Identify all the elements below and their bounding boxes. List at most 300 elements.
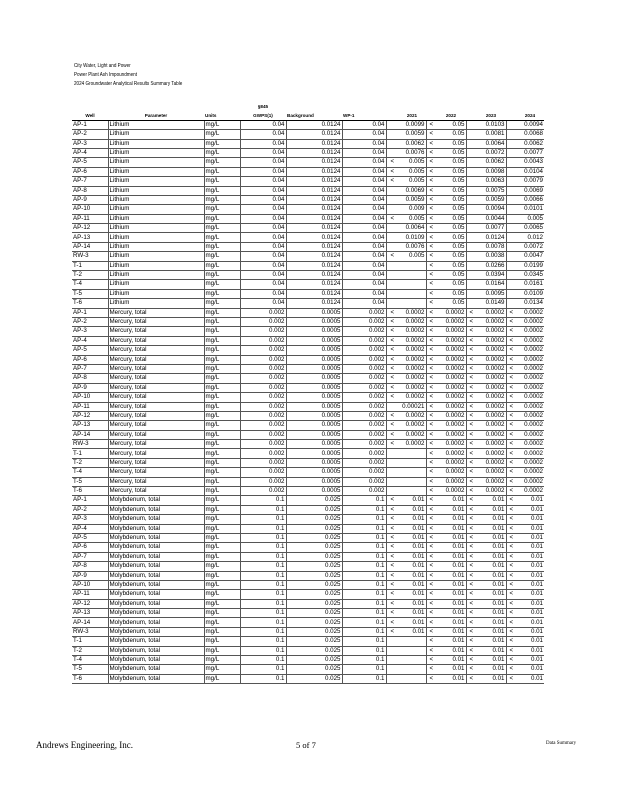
value-2022: 0.01 (436, 618, 466, 627)
value-2022: 0.01 (436, 637, 466, 646)
value-2022: 0.01 (436, 543, 466, 552)
well-cell: AP-14 (72, 618, 108, 627)
table-row (72, 261, 544, 270)
value-2024: 0.0047 (516, 252, 544, 261)
qualifier-2023: < (466, 346, 476, 355)
table-row (72, 515, 544, 524)
header-row-top (72, 103, 544, 111)
parameter-cell: Molybdenum, total (108, 543, 204, 552)
background-cell: 0.0005 (286, 327, 342, 336)
value-2024: 0.01 (516, 562, 544, 571)
value-2023: 0.0077 (476, 224, 506, 233)
qualifier-2024: < (506, 524, 516, 533)
units-cell: mg/L (204, 299, 240, 308)
value-2023: 0.0266 (476, 261, 506, 270)
parameter-cell: Mercury, total (108, 317, 204, 326)
qualifier-2023 (466, 214, 476, 223)
gwps-header: GWPS(1) (240, 111, 286, 120)
value-2023: 0.01 (476, 580, 506, 589)
qualifier-2024: < (506, 665, 516, 674)
wp1-cell: 0.1 (342, 524, 386, 533)
value-2023: 0.0094 (476, 205, 506, 214)
wp1-cell: 0.002 (342, 458, 386, 467)
units-cell: mg/L (204, 421, 240, 430)
qualifier-2021: < (386, 421, 398, 430)
wp1-cell: 0.1 (342, 496, 386, 505)
qualifier-2021: < (386, 590, 398, 599)
gwps-cell: 0.002 (240, 355, 286, 364)
qualifier-2022: < (426, 233, 436, 242)
table-row (72, 224, 544, 233)
qualifier-2022: < (426, 458, 436, 467)
wp1-cell: 0.1 (342, 646, 386, 655)
parameter-cell: Molybdenum, total (108, 656, 204, 665)
qualifier-2022: < (426, 139, 436, 148)
parameter-cell: Mercury, total (108, 327, 204, 336)
value-2023: 0.0098 (476, 167, 506, 176)
value-2024: 0.01 (516, 656, 544, 665)
table-row (72, 656, 544, 665)
wp1-cell: 0.04 (342, 148, 386, 157)
qualifier-2024: < (506, 562, 516, 571)
wp1-cell: 0.04 (342, 299, 386, 308)
value-2024: 0.01 (516, 580, 544, 589)
qualifier-2023: < (466, 430, 476, 439)
wp1-cell: 0.04 (342, 214, 386, 223)
value-2022: 0.0002 (436, 458, 466, 467)
background-cell: 0.025 (286, 552, 342, 561)
well-cell: T-1 (72, 637, 108, 646)
header-row (72, 111, 544, 120)
wp1-cell: 0.002 (342, 477, 386, 486)
value-2021: 0.01 (398, 599, 426, 608)
well-cell: T-4 (72, 656, 108, 665)
value-2021: 0.0109 (398, 233, 426, 242)
table-row (72, 665, 544, 674)
qualifier-2022: < (426, 242, 436, 251)
value-2023: 0.01 (476, 646, 506, 655)
units-cell: mg/L (204, 458, 240, 467)
background-cell: 0.0124 (286, 158, 342, 167)
table-row (72, 411, 544, 420)
wp1-cell: 0.1 (342, 618, 386, 627)
value-2022: 0.05 (436, 177, 466, 186)
value-2021: 0.005 (398, 252, 426, 261)
wp1-cell: 0.002 (342, 327, 386, 336)
parameter-cell: Molybdenum, total (108, 552, 204, 561)
value-2023: 0.0002 (476, 487, 506, 496)
units-cell: mg/L (204, 580, 240, 589)
qualifier-2023: < (466, 533, 476, 542)
qualifier-2021: < (386, 346, 398, 355)
units-cell: mg/L (204, 496, 240, 505)
qualifier-2023 (466, 167, 476, 176)
value-2023: 0.01 (476, 533, 506, 542)
value-2024: 0.0002 (516, 468, 544, 477)
units-cell: mg/L (204, 402, 240, 411)
well-cell: T-5 (72, 665, 108, 674)
gwps-cell: 0.04 (240, 205, 286, 214)
qualifier-2022: < (426, 562, 436, 571)
qualifier-2024 (506, 299, 516, 308)
value-2023: 0.0103 (476, 120, 506, 129)
parameter-cell: Mercury, total (108, 458, 204, 467)
value-2024: 0.0134 (516, 299, 544, 308)
gwps-cell: 0.04 (240, 214, 286, 223)
qualifier-2024: < (506, 421, 516, 430)
value-2022: 0.0002 (436, 402, 466, 411)
qualifier-2024 (506, 177, 516, 186)
well-cell: T-6 (72, 487, 108, 496)
qualifier-2024: < (506, 609, 516, 618)
value-2022: 0.05 (436, 271, 466, 280)
well-cell: AP-10 (72, 580, 108, 589)
value-2023: 0.0002 (476, 346, 506, 355)
units-cell: mg/L (204, 214, 240, 223)
background-cell: 0.0005 (286, 355, 342, 364)
units-cell: mg/L (204, 533, 240, 542)
table-row (72, 271, 544, 280)
wp1-cell: 0.1 (342, 533, 386, 542)
table-row (72, 355, 544, 364)
parameter-cell: Molybdenum, total (108, 496, 204, 505)
table-row (72, 430, 544, 439)
gwps-cell: 0.1 (240, 637, 286, 646)
units-cell: mg/L (204, 167, 240, 176)
value-2022: 0.01 (436, 590, 466, 599)
value-2024: 0.0104 (516, 167, 544, 176)
qualifier-2023 (466, 186, 476, 195)
value-2023: 0.0044 (476, 214, 506, 223)
qualifier-2023: < (466, 543, 476, 552)
gwps-cell: 0.04 (240, 120, 286, 129)
parameter-cell: Lithium (108, 299, 204, 308)
year-2023-header: 2023 (476, 111, 506, 120)
value-2024: 0.01 (516, 618, 544, 627)
value-2022: 0.0002 (436, 383, 466, 392)
qualifier-2023 (466, 139, 476, 148)
gwps-cell: 0.04 (240, 242, 286, 251)
gwps-cell: 0.002 (240, 374, 286, 383)
qualifier-2023: < (466, 552, 476, 561)
qualifier-2021: < (386, 552, 398, 561)
value-2021: 0.0002 (398, 411, 426, 420)
value-2023: 0.01 (476, 590, 506, 599)
value-2022: 0.0002 (436, 430, 466, 439)
qualifier-2023 (466, 177, 476, 186)
table-row (72, 674, 544, 683)
table-row (72, 543, 544, 552)
qualifier-2021 (386, 402, 398, 411)
qualifier-2024: < (506, 430, 516, 439)
table-row (72, 205, 544, 214)
qualifier-2022: < (426, 656, 436, 665)
units-cell: mg/L (204, 336, 240, 345)
value-2024: 0.0002 (516, 308, 544, 317)
qualifier-2023 (466, 195, 476, 204)
qualifier-2021: < (386, 505, 398, 514)
background-cell: 0.025 (286, 496, 342, 505)
value-2024: 0.0068 (516, 130, 544, 139)
well-cell: RW-3 (72, 252, 108, 261)
qualifier-2022: < (426, 364, 436, 373)
wp1-cell: 0.002 (342, 346, 386, 355)
value-2024: 0.01 (516, 590, 544, 599)
parameter-cell: Lithium (108, 261, 204, 270)
wp1-cell: 0.04 (342, 158, 386, 167)
qualifier-2022: < (426, 402, 436, 411)
units-cell: mg/L (204, 271, 240, 280)
gwps-cell: 0.1 (240, 571, 286, 580)
value-2022: 0.05 (436, 186, 466, 195)
value-2024: 0.0002 (516, 355, 544, 364)
value-2023: 0.0002 (476, 374, 506, 383)
value-2022: 0.05 (436, 205, 466, 214)
qualifier-2022: < (426, 130, 436, 139)
wp1-cell: 0.1 (342, 543, 386, 552)
value-2021: 0.0002 (398, 383, 426, 392)
value-2024: 0.0077 (516, 148, 544, 157)
table-row (72, 120, 544, 129)
value-2023: 0.0059 (476, 195, 506, 204)
value-2021: 0.009 (398, 205, 426, 214)
table-row (72, 327, 544, 336)
qualifier-2022: < (426, 167, 436, 176)
value-2022: 0.01 (436, 599, 466, 608)
qualifier-2021: < (386, 515, 398, 524)
gwps-cell: 0.002 (240, 421, 286, 430)
units-cell: mg/L (204, 130, 240, 139)
gwps-cell: 0.002 (240, 402, 286, 411)
qualifier-2023: < (466, 637, 476, 646)
units-cell: mg/L (204, 148, 240, 157)
wp1-cell: 0.04 (342, 167, 386, 176)
well-cell: AP-11 (72, 214, 108, 223)
well-cell: AP-6 (72, 355, 108, 364)
qualifier-2024 (506, 167, 516, 176)
gwps-cell: 0.04 (240, 233, 286, 242)
value-2022: 0.0002 (436, 374, 466, 383)
background-cell: 0.0124 (286, 271, 342, 280)
qualifier-2022: < (426, 665, 436, 674)
well-cell: AP-2 (72, 505, 108, 514)
parameter-cell: Lithium (108, 280, 204, 289)
parameter-cell: Mercury, total (108, 374, 204, 383)
qualifier-2022: < (426, 411, 436, 420)
table-row (72, 421, 544, 430)
value-2024: 0.01 (516, 609, 544, 618)
units-cell: mg/L (204, 261, 240, 270)
table-row (72, 317, 544, 326)
qualifier-2022: < (426, 505, 436, 514)
units-cell: mg/L (204, 393, 240, 402)
qualifier-2021: < (386, 524, 398, 533)
value-2021 (398, 665, 426, 674)
units-cell: mg/L (204, 468, 240, 477)
well-cell: AP-5 (72, 158, 108, 167)
qualifier-2022: < (426, 177, 436, 186)
background-cell: 0.0124 (286, 214, 342, 223)
gwps-cell: 0.04 (240, 289, 286, 298)
value-2022: 0.05 (436, 242, 466, 251)
qualifier-2021: < (386, 317, 398, 326)
table-row (72, 590, 544, 599)
parameter-cell: Lithium (108, 242, 204, 251)
value-2024: 0.0002 (516, 440, 544, 449)
value-2024: 0.0072 (516, 242, 544, 251)
gwps-cell: 0.04 (240, 177, 286, 186)
qualifier-2023: < (466, 618, 476, 627)
gwps-cell: 0.002 (240, 468, 286, 477)
parameter-cell: Lithium (108, 195, 204, 204)
well-cell: AP-13 (72, 609, 108, 618)
units-cell: mg/L (204, 205, 240, 214)
value-2021: 0.005 (398, 167, 426, 176)
background-cell: 0.0124 (286, 167, 342, 176)
wp1-cell: 0.1 (342, 599, 386, 608)
table-row (72, 139, 544, 148)
qualifier-2022: < (426, 440, 436, 449)
value-2021 (398, 646, 426, 655)
parameter-cell: Lithium (108, 233, 204, 242)
value-2022: 0.01 (436, 515, 466, 524)
table-row (72, 477, 544, 486)
qualifier-2024: < (506, 505, 516, 514)
units-cell: mg/L (204, 195, 240, 204)
value-2021: 0.0002 (398, 364, 426, 373)
well-cell: T-1 (72, 449, 108, 458)
units-cell: mg/L (204, 186, 240, 195)
value-2021 (398, 468, 426, 477)
wp1-cell: 0.04 (342, 242, 386, 251)
table-row (72, 252, 544, 261)
table-row (72, 233, 544, 242)
qualifier-2024: < (506, 590, 516, 599)
well-cell: AP-4 (72, 148, 108, 157)
qualifier-2022: < (426, 496, 436, 505)
title-site: Power Plant Ash Impoundment (74, 72, 137, 78)
wp1-cell: 0.002 (342, 336, 386, 345)
qualifier-2021 (386, 242, 398, 251)
qualifier-2024 (506, 224, 516, 233)
value-2021: 0.0002 (398, 308, 426, 317)
gwps-cell: 0.1 (240, 646, 286, 655)
background-cell: 0.0124 (286, 289, 342, 298)
qualifier-2022: < (426, 186, 436, 195)
table-row (72, 533, 544, 542)
qualifier-2024: < (506, 487, 516, 496)
value-2021: 0.0062 (398, 139, 426, 148)
parameter-cell: Mercury, total (108, 336, 204, 345)
wp1-cell: 0.002 (342, 402, 386, 411)
qualifier-2021 (386, 233, 398, 242)
year-2021-header: 2021 (398, 111, 426, 120)
qualifier-2021: < (386, 411, 398, 420)
table-row (72, 609, 544, 618)
qualifier-2021: < (386, 430, 398, 439)
gwps-cell: 0.002 (240, 364, 286, 373)
qualifier-2021 (386, 205, 398, 214)
qualifier-2024: < (506, 374, 516, 383)
qualifier-2024 (506, 139, 516, 148)
gwps-cell: 0.002 (240, 430, 286, 439)
units-cell: mg/L (204, 430, 240, 439)
value-2021: 0.0002 (398, 421, 426, 430)
qualifier-2023: < (466, 524, 476, 533)
qualifier-2022: < (426, 195, 436, 204)
background-cell: 0.025 (286, 515, 342, 524)
background-cell: 0.0005 (286, 411, 342, 420)
qualifier-2021: < (386, 355, 398, 364)
qualifier-2022: < (426, 214, 436, 223)
background-cell: 0.0005 (286, 402, 342, 411)
background-cell: 0.0005 (286, 440, 342, 449)
background-cell: 0.025 (286, 599, 342, 608)
wp1-cell: 0.002 (342, 487, 386, 496)
value-2021: 0.005 (398, 177, 426, 186)
table-row (72, 571, 544, 580)
qualifier-2024: < (506, 627, 516, 636)
gwps-cell: 0.1 (240, 656, 286, 665)
parameter-cell: Lithium (108, 252, 204, 261)
qualifier-2023 (466, 158, 476, 167)
value-2024: 0.0002 (516, 383, 544, 392)
wp1-cell: 0.002 (342, 355, 386, 364)
qualifier-2021 (386, 665, 398, 674)
table-body (72, 120, 544, 683)
wp1-cell: 0.04 (342, 130, 386, 139)
background-cell: 0.0005 (286, 374, 342, 383)
qualifier-2022: < (426, 543, 436, 552)
qualifier-2022: < (426, 299, 436, 308)
wp1-cell: 0.1 (342, 552, 386, 561)
qualifier-2022: < (426, 308, 436, 317)
value-2023: 0.0064 (476, 139, 506, 148)
table-row (72, 449, 544, 458)
value-2024: 0.0002 (516, 458, 544, 467)
units-cell: mg/L (204, 374, 240, 383)
well-cell: AP-10 (72, 393, 108, 402)
units-cell: mg/L (204, 552, 240, 561)
title-block (74, 62, 182, 89)
background-cell: 0.025 (286, 590, 342, 599)
gwps-cell: 0.1 (240, 524, 286, 533)
parameter-cell: Lithium (108, 224, 204, 233)
value-2024: 0.0002 (516, 327, 544, 336)
well-cell: AP-14 (72, 430, 108, 439)
units-cell: mg/L (204, 599, 240, 608)
table-row (72, 505, 544, 514)
value-2024: 0.0002 (516, 411, 544, 420)
well-cell: AP-9 (72, 383, 108, 392)
well-cell: AP-13 (72, 233, 108, 242)
value-2024: 0.01 (516, 543, 544, 552)
qualifier-2024: < (506, 496, 516, 505)
value-2022: 0.05 (436, 148, 466, 157)
qualifier-2023: < (466, 487, 476, 496)
qualifier-2023: < (466, 580, 476, 589)
qualifier-2023: < (466, 458, 476, 467)
qualifier-2024 (506, 120, 516, 129)
gwps-cell: 0.002 (240, 383, 286, 392)
value-2023: 0.0002 (476, 468, 506, 477)
value-2023: 0.0063 (476, 177, 506, 186)
value-2021: 0.0002 (398, 355, 426, 364)
background-cell: 0.0124 (286, 177, 342, 186)
table-row (72, 289, 544, 298)
units-cell: mg/L (204, 515, 240, 524)
parameter-cell: Molybdenum, total (108, 627, 204, 636)
